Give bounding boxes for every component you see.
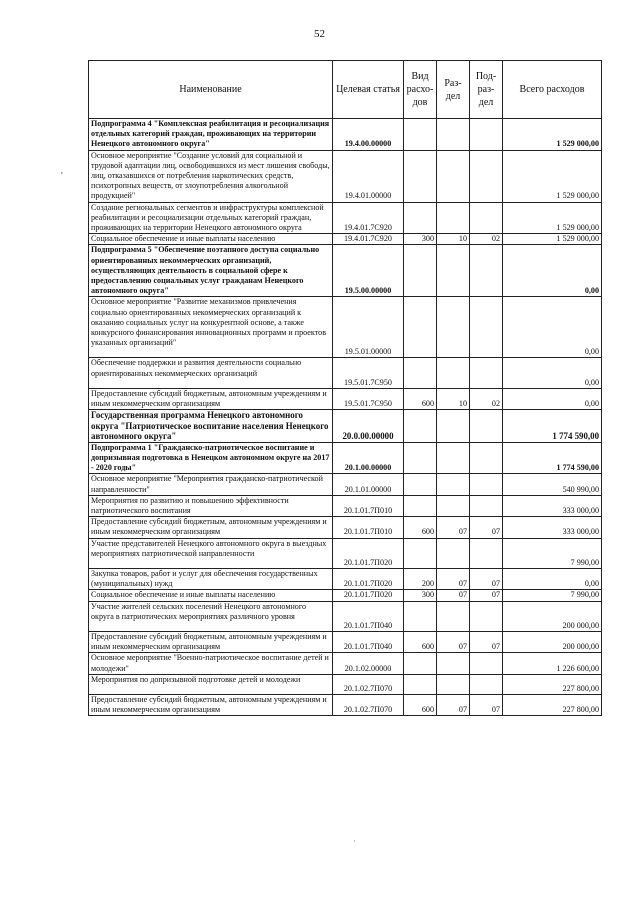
cell-name: Социальное обеспечение и иные выплаты населению xyxy=(89,590,333,601)
cell-type: 300 xyxy=(404,234,437,245)
cell-type xyxy=(404,653,437,674)
cell-name: Участие представителей Ненецкого автономного округа в выездных мероприятиях патриотической направленности xyxy=(89,538,333,568)
cell-type xyxy=(404,245,437,297)
cell-section xyxy=(437,297,470,358)
cell-total: 1 226 600,00 xyxy=(503,653,602,674)
cell-name: Основное мероприятие "Военно-патриотическое воспитание детей и молодежи" xyxy=(89,653,333,674)
cell-section xyxy=(437,601,470,631)
cell-section: 07 xyxy=(437,695,470,716)
cell-name: Подпрограмма 1 "Гражданско-патриотическое воспитание и допризывная подготовка в Ненецком автономном округе на 2017 - 2020 годы" xyxy=(89,442,333,474)
cell-name: Предоставление субсидий бюджетным, автономным учреждениям и иным некоммерческим организациям xyxy=(89,517,333,538)
cell-type xyxy=(404,202,437,234)
cell-total: 200 000,00 xyxy=(503,601,602,631)
cell-total: 1 529 000,00 xyxy=(503,202,602,234)
table-row xyxy=(89,202,602,234)
table-row xyxy=(89,674,602,694)
cell-target: 19.4.01.7С920 xyxy=(333,234,404,245)
cell-total: 227 800,00 xyxy=(503,695,602,716)
table-row xyxy=(89,442,602,474)
cell-subsection xyxy=(470,442,503,474)
cell-subsection xyxy=(470,119,503,151)
cell-subsection xyxy=(470,245,503,297)
budget-table xyxy=(88,60,602,716)
cell-target: 20.1.01.7П020 xyxy=(333,590,404,601)
cell-name: Предоставление субсидий бюджетным, автономным учреждениям и иным некоммерческим организациям xyxy=(89,632,333,653)
table-row xyxy=(89,410,602,443)
cell-target: 20.1.01.7П020 xyxy=(333,569,404,590)
table-row xyxy=(89,538,602,568)
cell-section xyxy=(437,674,470,694)
cell-target: 20.1.02.7П070 xyxy=(333,674,404,694)
cell-target: 20.1.01.7П020 xyxy=(333,538,404,568)
cell-target: 19.5.01.7С950 xyxy=(333,388,404,409)
cell-section: 07 xyxy=(437,590,470,601)
cell-name: Основное мероприятие "Мероприятия гражданско-патриотической направленности" xyxy=(89,474,333,495)
cell-total: 333 000,00 xyxy=(503,495,602,516)
table-row xyxy=(89,695,602,716)
cell-name: Обеспечение поддержки и развития деятельности социально ориентированных некоммерческих организаций xyxy=(89,358,333,388)
cell-name: Закупка товаров, работ и услуг для обеспечения государственных (муниципальных) нужд xyxy=(89,569,333,590)
cell-section xyxy=(437,410,470,443)
cell-section: 10 xyxy=(437,388,470,409)
cell-name: Социальное обеспечение и иные выплаты населению xyxy=(89,234,333,245)
column-header-target: Целевая статья xyxy=(333,61,404,119)
table-row xyxy=(89,119,602,151)
bottom-mark: · xyxy=(353,836,356,846)
cell-type xyxy=(404,150,437,202)
table-row xyxy=(89,517,602,538)
cell-target: 20.1.01.7П010 xyxy=(333,517,404,538)
cell-target: 20.1.02.7П070 xyxy=(333,695,404,716)
cell-target: 19.5.01.00000 xyxy=(333,297,404,358)
cell-type xyxy=(404,538,437,568)
cell-type: 600 xyxy=(404,632,437,653)
cell-target: 20.1.01.00000 xyxy=(333,474,404,495)
cell-total: 200 000,00 xyxy=(503,632,602,653)
cell-subsection xyxy=(470,358,503,388)
cell-total: 227 800,00 xyxy=(503,674,602,694)
cell-type xyxy=(404,410,437,443)
cell-type xyxy=(404,119,437,151)
cell-section xyxy=(437,538,470,568)
table-row xyxy=(89,590,602,601)
cell-subsection xyxy=(470,150,503,202)
cell-type xyxy=(404,495,437,516)
table-row xyxy=(89,601,602,631)
cell-name: Подпрограмма 4 "Комплексная реабилитация и ресоциализация отдельных категорий граждан, проживающих на территории Ненецкого автономного округа" xyxy=(89,119,333,151)
cell-name: Создание региональных сегментов и инфраструктуры комплексной реабилитации и ресоциализации отдельных категорий граждан, проживающих на территории Ненецкого автономного округа xyxy=(89,202,333,234)
cell-total: 0,00 xyxy=(503,245,602,297)
cell-subsection: 07 xyxy=(470,569,503,590)
cell-total: 0,00 xyxy=(503,297,602,358)
cell-subsection: 02 xyxy=(470,234,503,245)
cell-type: 200 xyxy=(404,569,437,590)
cell-type xyxy=(404,601,437,631)
table-row xyxy=(89,569,602,590)
cell-section xyxy=(437,358,470,388)
cell-name: Мероприятия по допризывной подготовке детей и молодежи xyxy=(89,674,333,694)
cell-section: 07 xyxy=(437,632,470,653)
cell-section xyxy=(437,150,470,202)
cell-subsection xyxy=(470,474,503,495)
cell-subsection: 07 xyxy=(470,632,503,653)
cell-target: 19.4.00.00000 xyxy=(333,119,404,151)
cell-total: 333 000,00 xyxy=(503,517,602,538)
cell-target: 20.1.01.7П040 xyxy=(333,632,404,653)
cell-type: 600 xyxy=(404,388,437,409)
cell-target: 20.0.00.00000 xyxy=(333,410,404,443)
cell-section xyxy=(437,202,470,234)
table-row xyxy=(89,388,602,409)
cell-subsection xyxy=(470,410,503,443)
cell-subsection xyxy=(470,495,503,516)
column-header-type: Вид расхо- дов xyxy=(404,61,437,119)
table-row xyxy=(89,495,602,516)
column-header-name: Наименование xyxy=(89,61,333,119)
cell-total: 1 529 000,00 xyxy=(503,119,602,151)
cell-subsection xyxy=(470,674,503,694)
cell-subsection xyxy=(470,297,503,358)
table-row xyxy=(89,632,602,653)
cell-subsection xyxy=(470,538,503,568)
cell-type xyxy=(404,358,437,388)
cell-name: Основное мероприятие "Развитие механизмов привлечения социально ориентированных некоммерческих организаций к оказанию социальных услуг на конкурентной основе, а также конкурсного финансирования инновационных программ и проектов указанных организаций" xyxy=(89,297,333,358)
cell-target: 19.4.01.7С920 xyxy=(333,202,404,234)
cell-section: 07 xyxy=(437,569,470,590)
table-row xyxy=(89,234,602,245)
cell-subsection xyxy=(470,601,503,631)
cell-subsection xyxy=(470,202,503,234)
cell-subsection: 07 xyxy=(470,517,503,538)
cell-target: 20.1.02.00000 xyxy=(333,653,404,674)
cell-type xyxy=(404,442,437,474)
cell-total: 7 990,00 xyxy=(503,538,602,568)
cell-target: 20.1.01.7П040 xyxy=(333,601,404,631)
cell-total: 0,00 xyxy=(503,358,602,388)
cell-total: 1 774 590,00 xyxy=(503,442,602,474)
cell-total: 0,00 xyxy=(503,388,602,409)
table-row xyxy=(89,653,602,674)
cell-name: Предоставление субсидий бюджетным, автономным учреждениям и иным некоммерческим организациям xyxy=(89,695,333,716)
cell-type xyxy=(404,474,437,495)
cell-section xyxy=(437,442,470,474)
cell-name: Основное мероприятие "Создание условий для социальной и трудовой адаптации лиц, освободившихся из мест лишения свободы, лиц, отказавшихся от потребления наркотических средств, психотропных веществ, от злоупотребления алкогольной продукцией" xyxy=(89,150,333,202)
cell-target: 20.1.00.00000 xyxy=(333,442,404,474)
table-row xyxy=(89,474,602,495)
cell-type xyxy=(404,297,437,358)
cell-total: 1 529 000,00 xyxy=(503,234,602,245)
cell-section xyxy=(437,474,470,495)
table-row xyxy=(89,358,602,388)
cell-type: 600 xyxy=(404,517,437,538)
column-header-total: Всего расходов xyxy=(503,61,602,119)
cell-section xyxy=(437,245,470,297)
table-row xyxy=(89,150,602,202)
cell-type: 300 xyxy=(404,590,437,601)
cell-section: 10 xyxy=(437,234,470,245)
cell-total: 7 990,00 xyxy=(503,590,602,601)
cell-target: 19.5.01.7С950 xyxy=(333,358,404,388)
cell-total: 1 774 590,00 xyxy=(503,410,602,443)
cell-total: 540 990,00 xyxy=(503,474,602,495)
cell-target: 19.5.00.00000 xyxy=(333,245,404,297)
cell-target: 20.1.01.7П010 xyxy=(333,495,404,516)
cell-type: 600 xyxy=(404,695,437,716)
cell-total: 1 529 000,00 xyxy=(503,150,602,202)
cell-section xyxy=(437,495,470,516)
stray-mark: ' xyxy=(61,171,63,182)
cell-subsection: 07 xyxy=(470,695,503,716)
table-body xyxy=(89,119,602,716)
table-row xyxy=(89,245,602,297)
cell-total: 0,00 xyxy=(503,569,602,590)
cell-subsection: 07 xyxy=(470,590,503,601)
cell-section: 07 xyxy=(437,517,470,538)
cell-section xyxy=(437,653,470,674)
cell-subsection: 02 xyxy=(470,388,503,409)
cell-name: Предоставление субсидий бюджетным, автономным учреждениям и иным некоммерческим организациям xyxy=(89,388,333,409)
cell-target: 19.4.01.00000 xyxy=(333,150,404,202)
table-header-row xyxy=(89,61,602,119)
cell-type xyxy=(404,674,437,694)
cell-subsection xyxy=(470,653,503,674)
cell-name: Подпрограмма 5 "Обеспечение поэтапного доступа социально ориентированных некоммерческих организаций, осуществляющих деятельность в социальной сфере к предоставлению социальных услуг гражданам Ненецкого автономного округа" xyxy=(89,245,333,297)
page-number: 52 xyxy=(314,28,325,40)
cell-name: Государственная программа Ненецкого автономного округа "Патриотическое воспитание населения Ненецкого автономного округа" xyxy=(89,410,333,443)
column-header-section: Раз- дел xyxy=(437,61,470,119)
cell-name: Участие жителей сельских поселений Ненецкого автономного округа в патриотических мероприятиях различного уровня xyxy=(89,601,333,631)
cell-section xyxy=(437,119,470,151)
column-header-subsection: Под- раз- дел xyxy=(470,61,503,119)
cell-name: Мероприятия по развитию и повышению эффективности патриотического воспитания xyxy=(89,495,333,516)
table-row xyxy=(89,297,602,358)
